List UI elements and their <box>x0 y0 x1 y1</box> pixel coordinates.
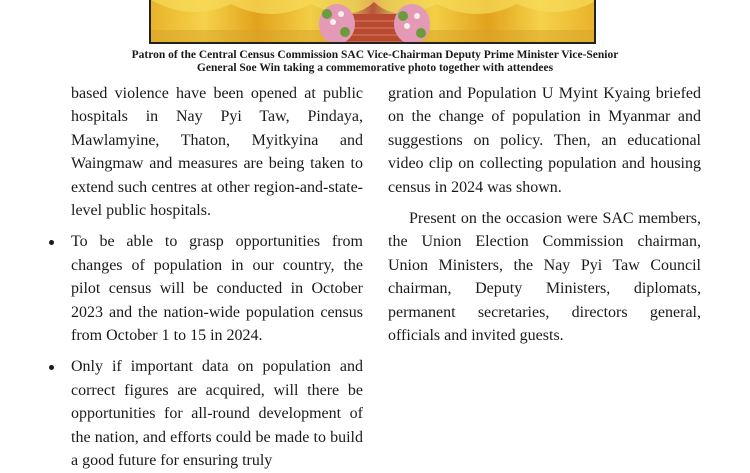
list-item <box>71 355 363 472</box>
caption-line-2: General Soe Win taking a commemorative photo together with attendees <box>196 61 554 74</box>
attendees-paragraph: Present on the occasion were SAC members, the Union Election Commission chairman, Union Ministers, the Nay Pyi Taw Council chairman, Deputy Ministers, diplomats, permanent secretaries, directors general, officials and invited guests. <box>388 210 701 345</box>
bullet-icon <box>49 365 54 370</box>
left-column <box>71 82 363 473</box>
bullet-text: To be able to grasp opportunities from changes of population in our country, the pilot census will be conducted in October 2023 and the nation-wide population census from October 1 to 15 in 2024. <box>71 233 363 345</box>
list-item <box>71 230 363 347</box>
briefing-paragraph: gration and Population U Myint Kyaing briefed on the change of population in Myanmar and suggestions on policy. Then, an educational video clip on collecting population and housing census in 2024 was shown. <box>388 85 701 196</box>
bullet-text: Only if important data on population and correct figures are acquired, will there be opportunities for all-round development of the nation, and efforts could be made to build a good future for ensuring truly <box>71 358 363 470</box>
caption-line-1: Patron of the Central Census Commission SAC Vice-Chairman Deputy Prime Minister Vice-Senior <box>131 49 619 61</box>
ceremony-stage-photo-icon <box>151 0 596 44</box>
continued-paragraph: based violence have been opened at public hospitals in Nay Pyi Taw, Pindaya, Mawlamyine, Thaton, Myitkyina and Waingmaw and measures are being taken to extend such centres at other region-and-state-level public hospitals. <box>71 85 363 220</box>
bullet-icon <box>49 240 54 245</box>
photo-caption <box>60 49 690 74</box>
right-column <box>388 82 701 347</box>
ceremony-photo <box>149 0 596 44</box>
